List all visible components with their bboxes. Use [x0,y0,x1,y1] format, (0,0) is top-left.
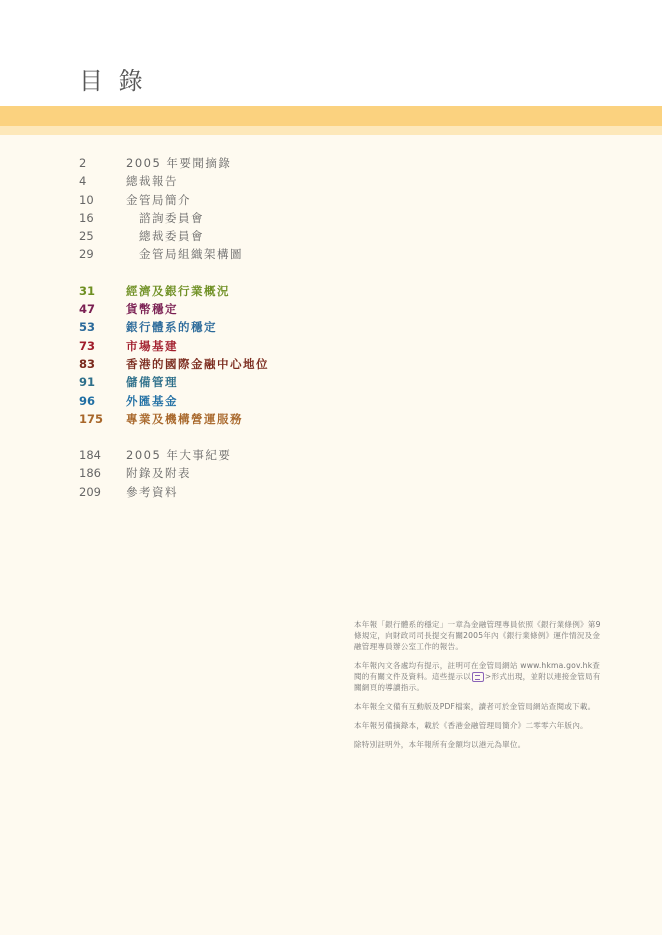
header-band-light [0,126,662,135]
toc-entry-title: 總裁委員會 [139,229,204,244]
toc-row[interactable] [79,410,479,428]
table-of-contents [79,154,479,519]
toc-row[interactable] [79,172,479,190]
toc-entry-title: 金管局簡介 [126,192,191,207]
toc-page-number: 29 [79,247,94,262]
toc-row[interactable] [79,483,479,501]
note-banking-stability: 本年報「銀行體系的穩定」一章為金融管理專員依照《銀行業條例》第9條規定，向財政司司長提交有關2005年內《銀行業條例》運作情況及金融管理專員辦公室工作的報告。 [354,620,601,651]
toc-page-number: 53 [79,320,96,335]
toc-entry-title: 總裁報告 [126,174,178,189]
toc-page-number: 91 [79,375,96,390]
toc-entry-title: 經濟及銀行業概況 [126,283,230,298]
toc-entry-title: 金管局組織架構圖 [139,247,243,262]
toc-page-number: 73 [79,338,96,353]
toc-group-front [79,154,479,264]
toc-page-number: 4 [79,174,87,189]
toc-entry-title: 外匯基金 [126,393,178,408]
toc-row[interactable] [79,446,479,464]
note-website-links [354,660,601,693]
toc-row[interactable] [79,245,479,263]
link-icon [472,672,484,682]
toc-page-number: 16 [79,210,94,225]
toc-entry-title: 市場基建 [126,338,178,353]
toc-row[interactable] [79,337,479,355]
toc-entry-title: 附錄及附表 [126,466,191,481]
toc-row[interactable] [79,318,479,336]
toc-row[interactable] [79,191,479,209]
toc-entry-title: 2005 年要聞摘錄 [126,156,232,170]
toc-page-number: 25 [79,229,94,244]
toc-entry-title: 銀行體系的穩定 [126,320,217,335]
toc-page-number: 2 [79,156,87,170]
toc-page-number: 209 [79,484,101,499]
toc-row[interactable] [79,227,479,245]
toc-entry-title: 貨幣穩定 [126,302,178,317]
toc-row[interactable] [79,355,479,373]
toc-row[interactable] [79,209,479,227]
toc-page-number: 96 [79,393,96,408]
toc-page-number: 47 [79,302,96,317]
note-website-text-end: >形式出現，並附以連接金管局有關網頁的導讀指示。 [354,672,601,692]
toc-entry-title: 2005 年大事紀要 [126,448,232,463]
toc-entry-title: 諮詢委員會 [139,210,204,225]
note-website-text: 本年報內文各處均有提示，註明可在金管局網站 www.hkma.gov.hk查閱的有關文件及資料。這些提示以 [354,661,601,681]
page-title: 目 錄 [79,67,147,95]
toc-page-number: 186 [79,466,101,481]
toc-page-number: 83 [79,356,96,371]
toc-entry-title: 參考資料 [126,484,178,499]
toc-row[interactable] [79,154,479,172]
toc-row[interactable] [79,282,479,300]
toc-entry-title: 儲備管理 [126,375,178,390]
toc-page-number: 31 [79,283,96,298]
toc-page-number: 175 [79,411,104,426]
toc-entry-title: 香港的國際金融中心地位 [126,356,269,371]
toc-page-number: 10 [79,192,94,207]
toc-group-main [79,282,479,428]
header-band [0,106,662,126]
note-interactive-pdf: 本年報全文備有互動版及PDF檔案，讀者可於金管局網站查閱或下載。 [354,702,596,711]
toc-row[interactable] [79,373,479,391]
note-abridged: 本年報另備摘錄本，載於《香港金融管理局簡介》二零零六年版內。 [354,721,588,730]
toc-page-number: 184 [79,448,101,463]
toc-row[interactable] [79,464,479,482]
notes [354,619,601,758]
note-currency: 除特別註明外，本年報所有金額均以港元為單位。 [354,740,526,749]
toc-row[interactable] [79,300,479,318]
toc-row[interactable] [79,392,479,410]
toc-entry-title: 專業及機構營運服務 [126,411,243,426]
toc-group-back [79,446,479,501]
